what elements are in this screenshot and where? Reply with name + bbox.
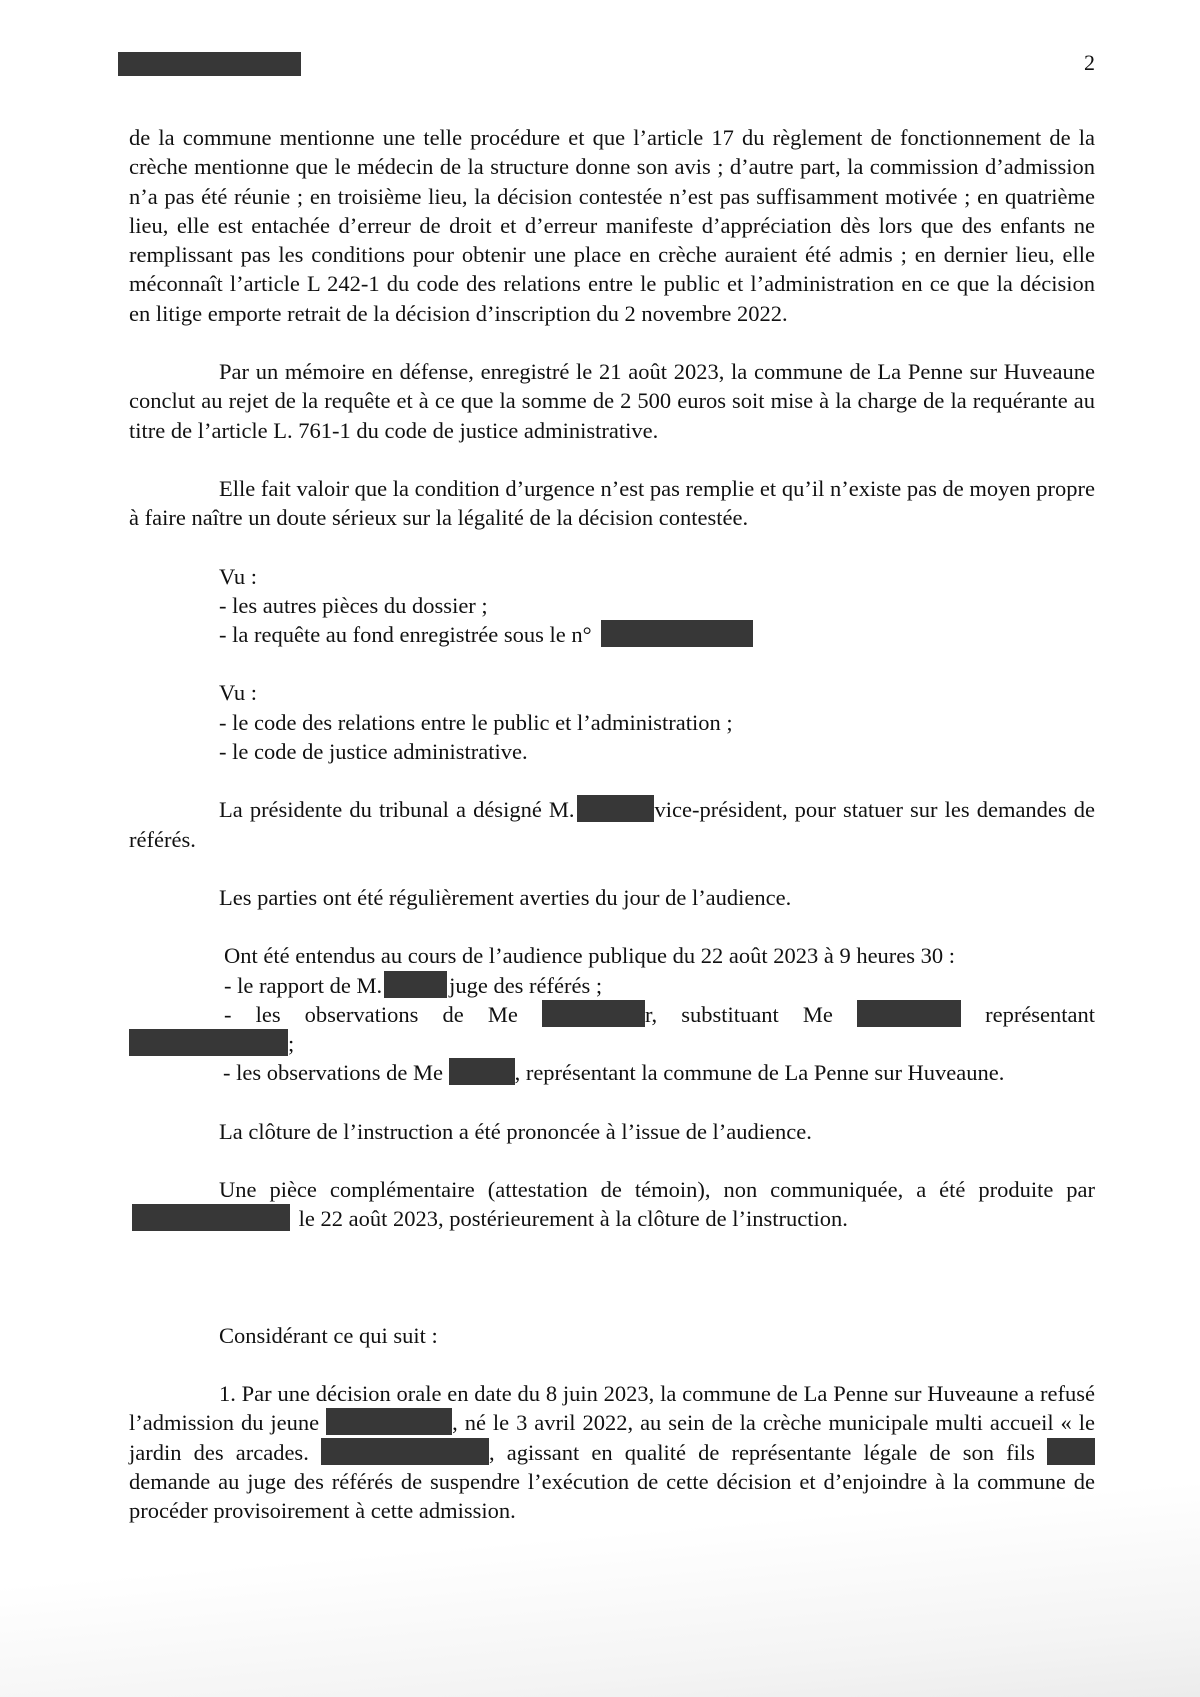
hearing-section (129, 941, 1095, 1087)
redacted-party-name (132, 1204, 290, 1231)
redacted-child-name (1047, 1438, 1095, 1465)
redacted-party-name (129, 1029, 288, 1056)
vu-item: - les autres pièces du dossier ; (219, 592, 488, 618)
vu-list-documents (129, 562, 1095, 650)
paragraph-grounds-continued: de la commune mentionne une telle procédure et que l’article 17 du règlement de fonctionnement de la crèche mentionne que le médecin de la structure donne son avis ; d’autre part, la commission d’admission n’a pas été réunie ; en troisième lieu, la décision contestée n’est pas suffisamment motivée ; en quatrième lieu, elle est entachée d’erreur de droit et d’erreur manifeste d’appréciation dès lors que des enfants ne remplissant pas les conditions pour obtenir une place en crèche auraient été admis ; en dernier lieu, elle méconnaît l’article L 242-1 du code des relations entre le public et l’administration en ce que la décision en litige emporte retrait de la décision d’inscription du 2 novembre 2022. (129, 125, 1095, 326)
vu-heading: Vu : (219, 680, 258, 706)
paragraph-designation: La présidente du tribunal a désigné M. vice-président, pour statuer sur les demandes de référés. (129, 797, 1095, 852)
redacted-child-name (326, 1408, 452, 1435)
paragraph-parties-notice: Les parties ont été régulièrement averties du jour de l’audience. (219, 884, 792, 910)
paragraph-defense-arguments: Elle fait valoir que la condition d’urgence n’est pas remplie et qu’il n’existe pas de moyen propre à faire naître un doute sérieux sur la légalité de la décision contestée. (129, 475, 1095, 531)
vu-heading: Vu : (219, 563, 258, 589)
document-body (129, 123, 1095, 1525)
vu-item: - le code des relations entre le public et l’administration ; (219, 709, 733, 735)
hearing-item-observations-applicant-end: ; (129, 1029, 1095, 1058)
page-number: 2 (1084, 50, 1095, 75)
heading-considering: Considérant ce qui suit : (219, 1322, 438, 1348)
redacted-lawyer-name (857, 1000, 961, 1027)
redacted-judge-name (384, 971, 447, 998)
vu-list-codes (129, 678, 1095, 766)
redacted-lawyer-name (542, 1000, 645, 1027)
redacted-judge-name (577, 795, 654, 822)
hearing-item-report: - le rapport de M. juge des référés ; (224, 972, 603, 998)
redacted-case-number (118, 52, 301, 76)
redacted-lawyer-name (449, 1058, 515, 1085)
paragraph-point-1: 1. Par une décision orale en date du 8 juin 2023, la commune de La Penne sur Huveaune a refusé l’admission du jeune , né le 3 avril 2022, au sein de la crèche municipale multi accueil « le jardin des arcades. , agissant en qualité de représentante légale de son fils demande au juge des référés de suspendre l’exécution de cette décision et d’enjoindre à la commune de procéder provisoirement à cette admission. (129, 1380, 1095, 1524)
vu-item-text: - la requête au fond enregistrée sous le n° (219, 622, 592, 648)
hearing-item-observations-commune: - les observations de Me , représentant la commune de La Penne sur Huveaune. (223, 1060, 1005, 1086)
vu-item: - le code de justice administrative. (219, 739, 528, 765)
hearing-item-observations-applicant: - les observations de Me r, substituant Me représentant (224, 1001, 1096, 1027)
paragraph-defense-memo: Par un mémoire en défense, enregistré le 21 août 2023, la commune de La Penne sur Huveaune conclut au rejet de la requête et à ce que la somme de 2 500 euros soit mise à la charge de la requérante au titre de l’article L. 761-1 du code de justice administrative. (129, 359, 1095, 443)
redacted-applicant-name (321, 1438, 489, 1465)
hearing-intro: Ont été entendus au cours de l’audience publique du 22 août 2023 à 9 heures 30 : (224, 943, 956, 969)
vu-item (219, 620, 1095, 649)
redacted-case-number (601, 620, 753, 647)
paragraph-complementary-document: Une pièce complémentaire (attestation de témoin), non communiquée, a été produite par le 22 août 2023, postérieurement à la clôture de l’instruction. (129, 1175, 1095, 1234)
paragraph-closure: La clôture de l’instruction a été prononcée à l’issue de l’audience. (219, 1118, 812, 1144)
